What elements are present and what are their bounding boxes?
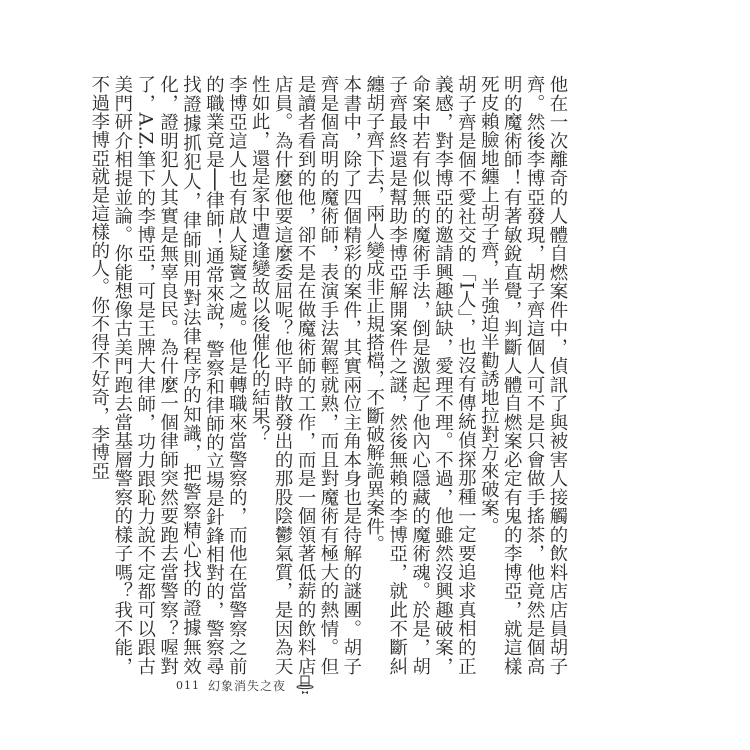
body-text (88, 75, 568, 675)
paragraph: 他在一次離奇的人體自燃案件中，偵訊了與被害人接觸的飲料店店員胡子齊。然後李博亞發現，胡子齊這個人可不是只會做手搖茶，他竟然是個高明的魔術師！有著敏銳直覺，判斷人體自燃案必定有鬼的李博亞，就這樣死皮賴臉地纏上胡子齊，半強迫半勸誘地拉對方來破案。 (478, 75, 568, 675)
page-footer (176, 674, 316, 696)
paragraph: 李博亞這人也有啟人疑竇之處。他是轉職來當警察的，而他在當警察之前的職業竟是──律師！通常來說，警察和律師的立場是針鋒相對的，警察尋找證據抓犯人，律師則用對法律程序的知識，把警察精心找的證據無效化，證明犯人其實是無辜良民。為什麼一個律師突然要跑去當警察？喔對了，A.Z.筆下的李博亞，可是王牌大律師，功力跟恥力說不定都可以跟古美門研介相提並論。你能想像古美門跑去當基層警察的樣子嗎？我不能，不過李博亞就是這樣的人。你不得不好奇，李博亞 (88, 75, 248, 675)
paragraph: 本書中，除了四個精彩的案件，其實兩位主角本身也是待解的謎團。胡子齊是個高明的魔術師，表演手法駕輕就熟，而且對魔術有極大的熱情。但是讀者看到的他，卻不是在做魔術師的工作，而是一個領著低薪的飲料店店員。為什麼他要這麼委屈呢？他平時散發出的那股陰鬱氣質，是因為天性如此，還是家中遭逢變故以後催化的結果？ (249, 75, 362, 675)
top-hat-icon (294, 674, 316, 696)
paragraph: 胡子齊是個不愛社交的「I人」，也沒有傳統偵探那種一定要追求真相的正義感，對李博亞的邀請興趣缺缺，愛理不理。不過，他雖然沒興趣破案，命案中若有似無的魔術手法，倒是激起了他內心隱藏的魔術魂。於是，胡子齊最終還是幫助李博亞解開案件之謎，然後無賴的李博亞，就此不斷糾纏胡子齊下去，兩人變成非正規搭檔，不斷破解詭異案件。 (363, 75, 477, 675)
page-number: 011 (176, 678, 200, 692)
book-title: 幻象消失之夜 (208, 678, 287, 693)
